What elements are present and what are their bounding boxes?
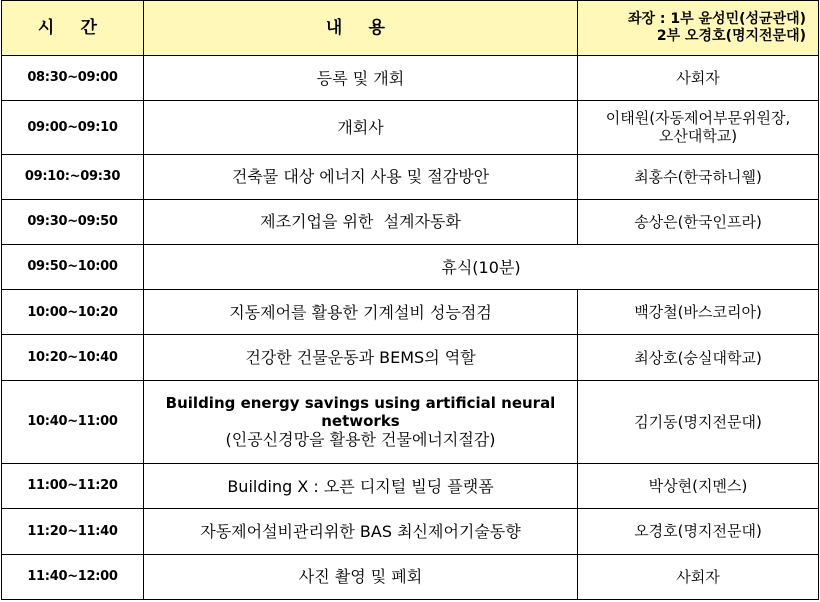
- content-korean: (인공신경망을 활용한 건물에너지절감): [225, 430, 496, 450]
- table-row: [2, 290, 819, 335]
- time-cell: 10:40~11:00: [2, 380, 144, 463]
- time-cell: 11:00~11:20: [2, 464, 144, 509]
- time-cell: 09:30~09:50: [2, 199, 144, 244]
- time-cell: 09:00~09:10: [2, 101, 144, 154]
- speaker-cell: 박상현(지멘스): [578, 464, 819, 509]
- table-row-break: [2, 244, 819, 289]
- schedule-table: [1, 0, 819, 600]
- header-chair: [578, 1, 819, 56]
- content-cell: 등록 및 개회: [144, 56, 578, 101]
- header-row: [2, 1, 819, 56]
- content-cell: 건강한 건물운동과 BEMS의 역할: [144, 335, 578, 380]
- content-english: Building energy savings using artificial neural networks: [165, 394, 556, 431]
- speaker-cell: 송상은(한국인프라): [578, 199, 819, 244]
- header-content: 내 용: [144, 1, 578, 56]
- time-cell: 11:40~12:00: [2, 554, 144, 599]
- content-cell: 건축물 대상 에너지 사용 및 절감방안: [144, 154, 578, 199]
- speaker-cell: [578, 101, 819, 154]
- table-row: [2, 464, 819, 509]
- content-cell: 제조기업을 위한 설계자동화: [144, 199, 578, 244]
- table-row: [2, 154, 819, 199]
- speaker-cell: 사회자: [578, 554, 819, 599]
- time-cell: 11:20~11:40: [2, 509, 144, 554]
- time-cell: 09:10:~09:30: [2, 154, 144, 199]
- chair-line-1: 좌장 : 1부 윤성민(성균관대): [628, 11, 806, 28]
- content-cell: 자동제어설비관리위한 BAS 최신제어기술동향: [144, 509, 578, 554]
- break-cell: 휴식(10분): [144, 244, 819, 289]
- speaker-cell: 김기동(명지전문대): [578, 380, 819, 463]
- table-row: [2, 509, 819, 554]
- speaker-cell: 백강철(바스코리아): [578, 290, 819, 335]
- content-cell: 개회사: [144, 101, 578, 154]
- table-row: [2, 101, 819, 154]
- header-time: 시 간: [2, 1, 144, 56]
- time-cell: 09:50~10:00: [2, 244, 144, 289]
- content-cell: 지동제어를 활용한 기계설비 성능점검: [144, 290, 578, 335]
- speaker-cell: 오경호(명지전문대): [578, 509, 819, 554]
- table-row: [2, 335, 819, 380]
- chair-line-2: 2부 오경호(명지전문대): [656, 28, 806, 44]
- content-cell: 사진 촬영 및 폐회: [144, 554, 578, 599]
- time-cell: 08:30~09:00: [2, 56, 144, 101]
- speaker-line-1: 이태원(자동제어부문위원장,: [605, 109, 791, 128]
- speaker-cell: 사회자: [578, 56, 819, 101]
- table-row: [2, 56, 819, 101]
- speaker-line-2: 오산대학교): [658, 127, 738, 146]
- content-cell: Building X : 오픈 디지털 빌딩 플랫폼: [144, 464, 578, 509]
- speaker-cell: 최상호(숭실대학교): [578, 335, 819, 380]
- table-row: [2, 199, 819, 244]
- table-row: [2, 380, 819, 463]
- speaker-cell: 최홍수(한국하니웰): [578, 154, 819, 199]
- table-row: [2, 554, 819, 599]
- content-cell: [144, 380, 578, 463]
- time-cell: 10:00~10:20: [2, 290, 144, 335]
- time-cell: 10:20~10:40: [2, 335, 144, 380]
